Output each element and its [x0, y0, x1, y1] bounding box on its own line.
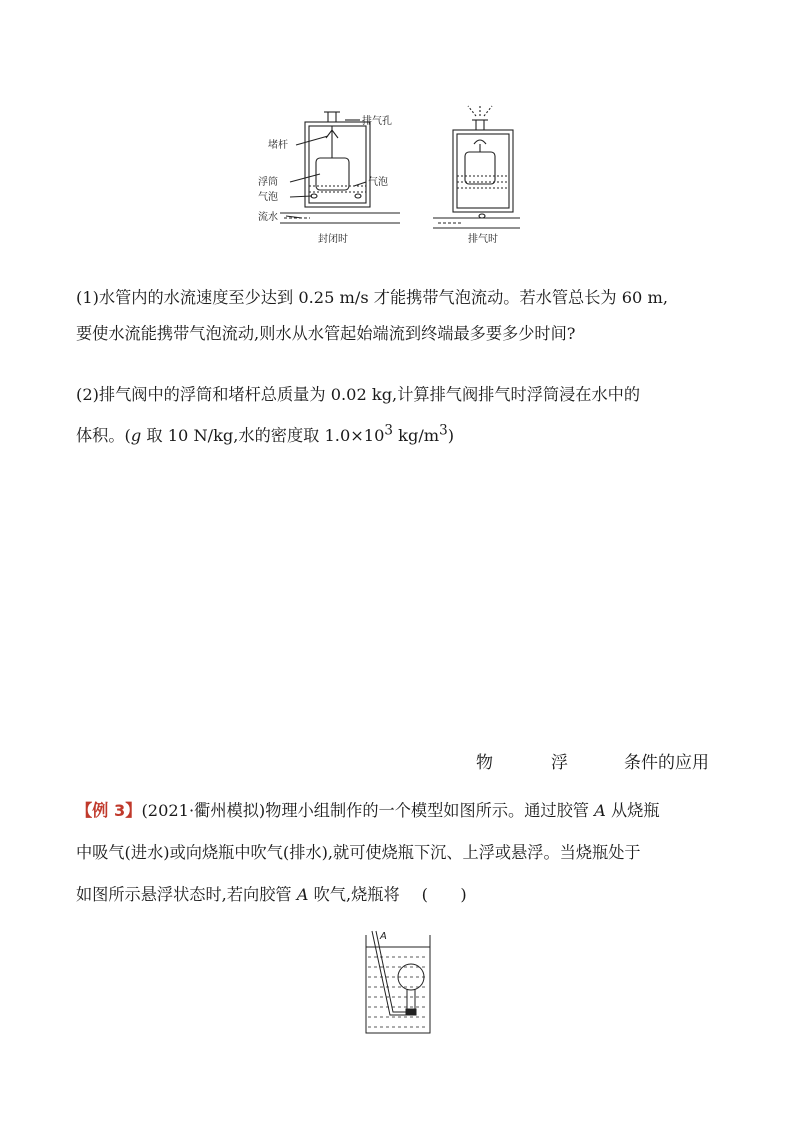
rubber-tube-a	[372, 931, 412, 1015]
float-tube-venting	[465, 152, 495, 184]
example-3-line-2: 中吸气(进水)或向烧瓶中吹气(排水),就可使烧瓶下沉、上浮或悬浮。当烧瓶处于	[76, 843, 641, 862]
label-tube-a: A	[380, 931, 387, 942]
example-3: 【例 3】(2021·衢州模拟)物理小组制作的一个模型如图所示。通过胶管 A 从烧瓶 中吸气(进水)或向烧瓶中吹气(排水),就可使烧瓶下沉、上浮或悬浮。当烧瓶处于 如图所示悬浮状态时,若向胶管 A 吹气,烧瓶将 ( )	[76, 801, 660, 904]
caption-venting: 排气时	[468, 234, 498, 245]
exhaust-valve-figure	[250, 100, 520, 250]
section-heading	[476, 748, 726, 778]
float-tube-closed	[316, 158, 349, 190]
question-2	[76, 377, 726, 454]
section-heading-rest: 条件的应用	[624, 753, 709, 773]
label-float-tube: 浮筒	[258, 177, 278, 188]
label-flowing-water: 流水	[258, 212, 278, 223]
section-heading-char-1: 物	[476, 753, 493, 773]
section-heading-char-2: 浮	[551, 753, 568, 773]
label-bubble-right: 气泡	[368, 177, 388, 188]
valve-housing-venting	[453, 130, 513, 212]
question-1-line-1: (1)水管内的水流速度至少达到 0.25 m/s 才能携带气泡流动。若水管总长为 60 m,	[76, 288, 668, 307]
question-2-line-1: (2)排气阀中的浮筒和堵杆总质量为 0.02 kg,计算排气阀排气时浮筒浸在水中的	[76, 385, 641, 404]
symbol-g: g	[130, 426, 142, 446]
answer-blank: ( )	[421, 885, 467, 904]
question-2-line-2: 体积。(g 取 10 N/kg,水的密度取 $1.0\times 10^3$ $kg/m^3$)	[76, 423, 455, 446]
example-3-tag: 【例 3】	[76, 801, 142, 820]
question-1-line-2: 要使水流能携带气泡流动,则水从水管起始端流到终端最多要多少时间?	[76, 324, 576, 343]
question-1	[76, 280, 726, 352]
flask-model-figure	[358, 925, 438, 1037]
label-exhaust-hole: 排气孔	[362, 116, 392, 127]
caption-closed: 封闭时	[318, 234, 348, 245]
label-bubble-left: 气泡	[258, 192, 278, 203]
label-plug-rod: 堵杆	[268, 140, 288, 151]
